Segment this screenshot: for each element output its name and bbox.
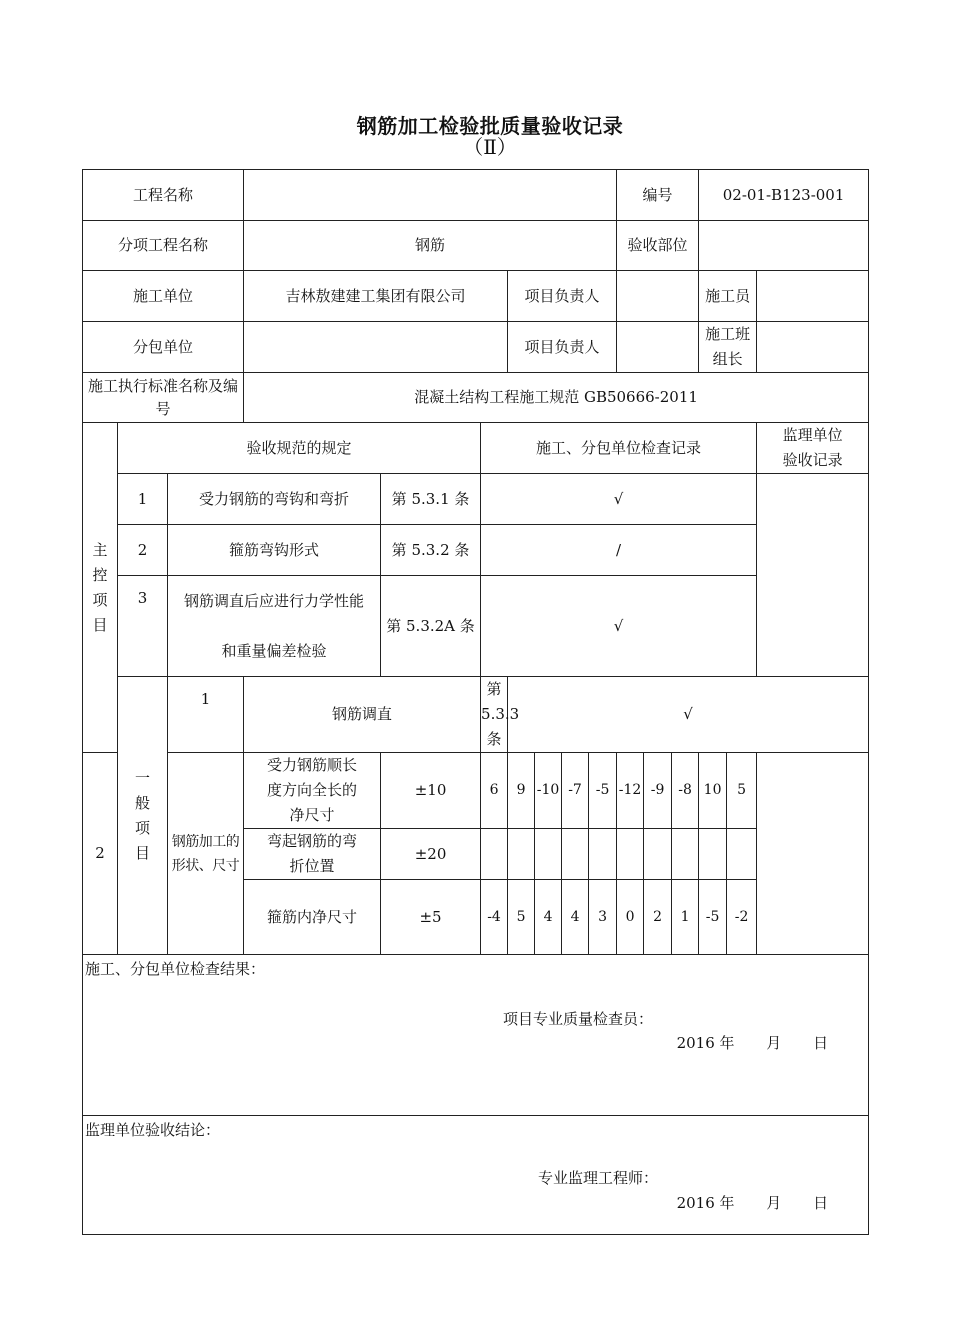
- date-year: 2016 年: [676, 1034, 735, 1052]
- date-day: 日: [813, 1034, 829, 1052]
- date-month: 月: [766, 1034, 782, 1052]
- supervisor-result-row: [83, 1116, 869, 1235]
- supervision-record-main[interactable]: [757, 474, 869, 677]
- item-number: 1: [118, 474, 168, 525]
- standard-value[interactable]: 混凝土结构工程施工规范 GB50666-2011: [244, 373, 869, 423]
- item-number: 3: [118, 576, 168, 677]
- form-subtitle: （Ⅱ）: [463, 135, 517, 159]
- item-description: [168, 576, 381, 677]
- measured-value[interactable]: 6: [481, 753, 508, 829]
- measured-value[interactable]: 4: [535, 880, 562, 955]
- supervision-column-header: [757, 423, 869, 474]
- measured-value[interactable]: 9: [508, 753, 535, 829]
- sub-item-description-text: 受力钢筋顺长度方向全长的净尺寸: [267, 756, 358, 824]
- measured-value[interactable]: [589, 829, 617, 880]
- supervision-engineer-signature-label: 专业监理工程师：: [538, 1169, 659, 1187]
- form-title: 钢筋加工检验批质量验收记录: [356, 114, 624, 138]
- date-day: 日: [813, 1194, 829, 1212]
- contractor-row: [83, 271, 869, 322]
- contractor-value[interactable]: 吉林敖建建工集团有限公司: [244, 271, 508, 322]
- sub-project-manager-value[interactable]: [617, 322, 699, 373]
- measured-value[interactable]: 5: [508, 880, 535, 955]
- subcontractor-label: 分包单位: [83, 322, 244, 373]
- constructor-value[interactable]: [757, 271, 869, 322]
- measured-value[interactable]: -8: [672, 753, 699, 829]
- measured-value[interactable]: -2: [727, 880, 757, 955]
- team-leader-value[interactable]: [757, 322, 869, 373]
- contractor-result-cell[interactable]: [83, 955, 869, 1116]
- team-leader-label: 施工班组长: [699, 322, 757, 373]
- item-result[interactable]: √: [481, 576, 757, 677]
- date-month: 月: [766, 1194, 782, 1212]
- project-name-row: [83, 170, 869, 221]
- item-description: 钢筋调直: [244, 677, 481, 753]
- main-control-item-1: [83, 474, 869, 525]
- item-clause: 第 5.3.1 条: [381, 474, 481, 525]
- general-item-1: [83, 677, 869, 753]
- supervision-column-header-text: 监理单位验收记录: [782, 426, 843, 469]
- column-header-row: [83, 423, 869, 474]
- measured-value[interactable]: 2: [644, 880, 672, 955]
- code-label: 编号: [617, 170, 699, 221]
- acceptance-part-label: 验收部位: [617, 221, 699, 271]
- subcontractor-value[interactable]: [244, 322, 508, 373]
- measured-value[interactable]: [617, 829, 644, 880]
- contractor-result-date: [677, 1031, 829, 1056]
- item-description: 受力钢筋的弯钩和弯折: [168, 474, 381, 525]
- measured-value[interactable]: 3: [589, 880, 617, 955]
- measured-value[interactable]: [672, 829, 699, 880]
- sub-item-tolerance: ±10: [381, 753, 481, 829]
- item-result[interactable]: /: [481, 525, 757, 576]
- general-label: [118, 677, 168, 955]
- measured-value[interactable]: [727, 829, 757, 880]
- item-number: 2: [118, 525, 168, 576]
- project-name-value[interactable]: [244, 170, 617, 221]
- sub-project-label: 分项工程名称: [83, 221, 244, 271]
- measured-value[interactable]: 0: [617, 880, 644, 955]
- contractor-label: 施工单位: [83, 271, 244, 322]
- item-clause: 第 5.3.2A 条: [381, 576, 481, 677]
- project-name-label: 工程名称: [83, 170, 244, 221]
- measured-value[interactable]: -4: [481, 880, 508, 955]
- sub-project-row: [83, 221, 869, 271]
- measured-value[interactable]: [508, 829, 535, 880]
- item-description-line-1: 钢筋调直后应进行力学性能: [184, 592, 365, 610]
- quality-inspector-signature-label: 项目专业质量检查员：: [503, 1010, 654, 1028]
- item-result[interactable]: √: [508, 677, 869, 753]
- item-number: 1: [168, 677, 244, 753]
- subcontractor-row: [83, 322, 869, 373]
- code-value[interactable]: 02-01-B123-001: [699, 170, 869, 221]
- item-clause: 第 5.3.3 条: [481, 677, 508, 753]
- general-label-text: 一般项目: [134, 768, 150, 862]
- item-clause: 第 5.3.2 条: [381, 525, 481, 576]
- standard-row: [83, 373, 869, 423]
- measured-value[interactable]: -9: [644, 753, 672, 829]
- measured-value[interactable]: [562, 829, 589, 880]
- measured-value[interactable]: 5: [727, 753, 757, 829]
- measured-value[interactable]: -10: [535, 753, 562, 829]
- main-control-label-text: 主控项目: [92, 540, 108, 634]
- main-control-label: [83, 423, 118, 753]
- sub-project-manager-label: 项目负责人: [508, 322, 617, 373]
- sub-project-value[interactable]: 钢筋: [244, 221, 617, 271]
- measured-value[interactable]: -5: [699, 880, 727, 955]
- constructor-label: 施工员: [699, 271, 757, 322]
- measured-value[interactable]: 4: [562, 880, 589, 955]
- supervisor-result-label: 监理单位验收结论：: [85, 1121, 221, 1139]
- measured-value[interactable]: 10: [699, 753, 727, 829]
- measured-value[interactable]: [644, 829, 672, 880]
- sub-item-description-text: 弯起钢筋的弯折位置: [267, 832, 358, 875]
- contractor-result-label: 施工、分包单位检查结果：: [85, 960, 266, 978]
- sub-item-description: [244, 829, 381, 880]
- measured-value[interactable]: -7: [562, 753, 589, 829]
- item-description: 箍筋弯钩形式: [168, 525, 381, 576]
- measured-value[interactable]: -12: [617, 753, 644, 829]
- measured-value[interactable]: [699, 829, 727, 880]
- measured-value[interactable]: [481, 829, 508, 880]
- general-item-2-row-1: [83, 753, 869, 829]
- contractor-result-row: [83, 955, 869, 1116]
- spec-column-header: 验收规范的规定: [118, 423, 481, 474]
- supervisor-result-date: [677, 1191, 829, 1216]
- acceptance-part-value[interactable]: [699, 221, 869, 271]
- main-control-item-2: [83, 525, 869, 576]
- date-year: 2016 年: [676, 1194, 735, 1212]
- sub-item-tolerance: ±20: [381, 829, 481, 880]
- project-manager-value[interactable]: [617, 271, 699, 322]
- record-column-header: 施工、分包单位检查记录: [481, 423, 757, 474]
- measured-value[interactable]: 1: [672, 880, 699, 955]
- main-control-item-3: [83, 576, 869, 677]
- item-group-description-text: 钢筋加工的形状、尺寸: [171, 833, 240, 874]
- item-number: 2: [83, 753, 118, 955]
- sub-item-description: [244, 753, 381, 829]
- sub-item-description: 箍筋内净尺寸: [244, 880, 381, 955]
- item-result[interactable]: √: [481, 474, 757, 525]
- sub-item-tolerance: ±5: [381, 880, 481, 955]
- item-group-description: [168, 753, 244, 955]
- supervisor-result-cell[interactable]: [83, 1116, 869, 1235]
- standard-label: 施工执行标准名称及编号: [83, 373, 244, 423]
- item-description-line-2: 和重量偏差检验: [221, 642, 327, 660]
- inspection-record-table: [82, 169, 869, 1235]
- measured-value[interactable]: [535, 829, 562, 880]
- measured-value[interactable]: -5: [589, 753, 617, 829]
- project-manager-label: 项目负责人: [508, 271, 617, 322]
